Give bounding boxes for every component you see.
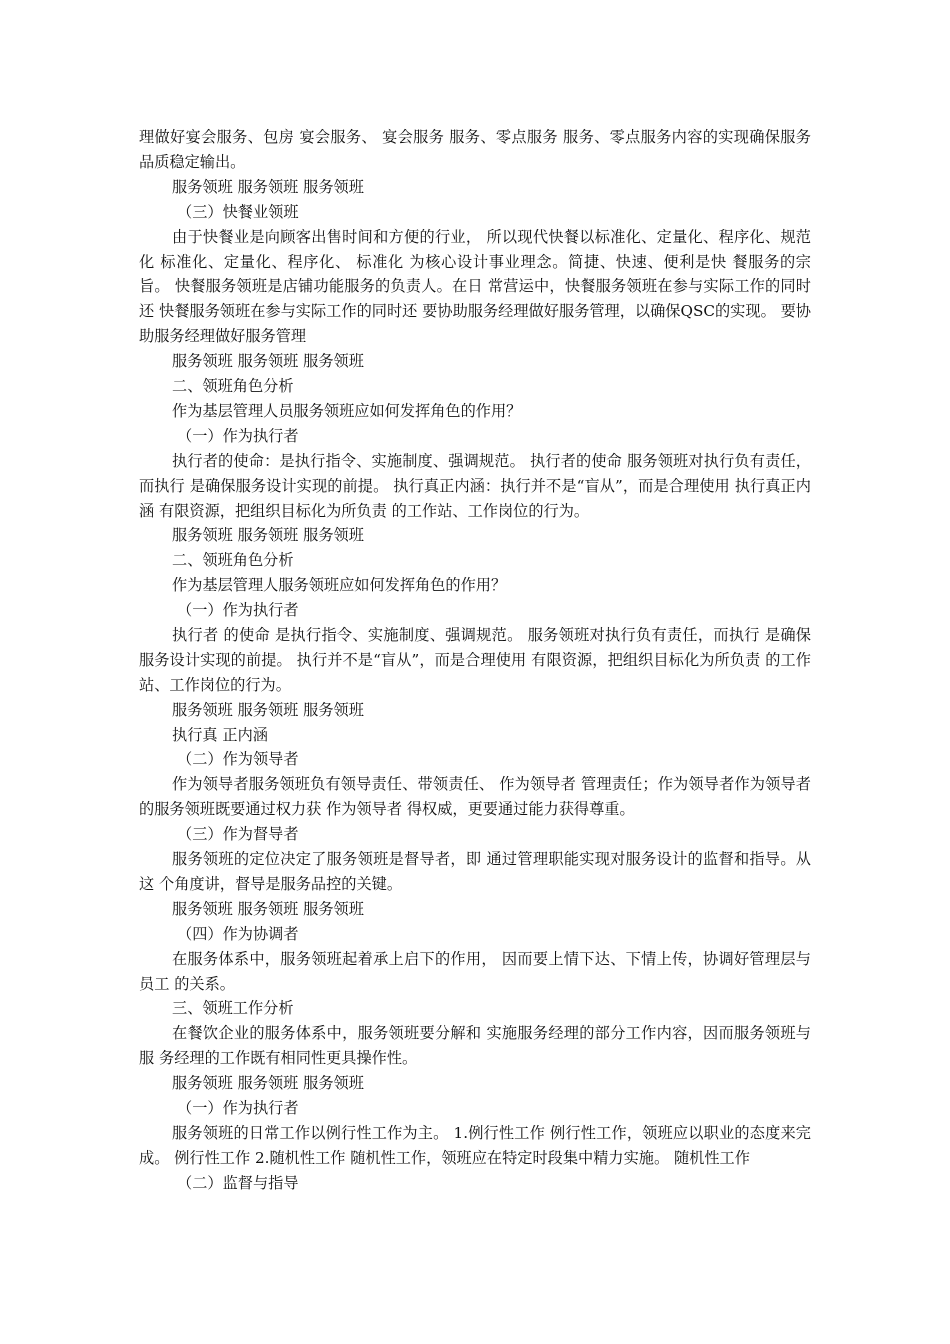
document-body xyxy=(139,125,811,1196)
repeated-label-line: 服务领班 服务领班 服务领班 xyxy=(172,700,364,719)
section-heading: （二）作为领导者 xyxy=(177,750,299,769)
section-heading: （三）快餐业领班 xyxy=(177,202,299,221)
paragraph: 作为领导者服务领班负有领导责任、带领责任、 作为领导者 管理责任；作为领导者作为领导者的服务领班既要通过权力获 作为领导者 得权威，更要通过能力获得尊重。 xyxy=(139,775,811,819)
section-heading: 三、领班工作分析 xyxy=(172,999,294,1018)
text-line: 执行真 正内涵 xyxy=(172,725,268,744)
paragraph: 在服务体系中，服务领班起着承上启下的作用， 因而要上情下达、下情上传，协调好管理层与员工 的关系。 xyxy=(139,949,811,993)
paragraph: 执行者的使命：是执行指令、实施制度、强调规范。 执行者的使命 服务领班对执行负有责任，而执行 是确保服务设计实现的前提。 执行真正内涵：执行并不是“盲从”，而是合理使用 执行真正内涵 有限资源，把组织目标化为所负责 的工作站、工作岗位的行为。 xyxy=(139,451,811,520)
section-heading: （一）作为执行者 xyxy=(177,1099,299,1118)
repeated-label-line: 服务领班 服务领班 服务领班 xyxy=(172,352,364,371)
section-heading: （一）作为执行者 xyxy=(177,426,299,445)
paragraph: 由于快餐业是向顾客出售时间和方便的行业， 所以现代快餐以标准化、定量化、程序化、规范化 标准化、定量化、程序化、 标准化 为核心设计事业理念。简捷、快速、便利是快 餐服务的宗旨。 快餐服务领班是店铺功能服务的负责人。在日 常营运中，快餐服务领班在参与实际工作的同时还 快餐服务领班在参与实际工作的同时还 要协助服务经理做好服务管理，以确保QSC的实现。 要协助服务经理做好服务管理 xyxy=(139,227,811,346)
section-heading: （三）作为督导者 xyxy=(177,825,299,844)
repeated-label-line: 服务领班 服务领班 服务领班 xyxy=(172,177,364,196)
paragraph: 在餐饮企业的服务体系中，服务领班要分解和 实施服务经理的部分工作内容，因而服务领班与服 务经理的工作既有相同性更具操作性。 xyxy=(139,1024,811,1068)
question-line: 作为基层管理人员服务领班应如何发挥角色的作用？ xyxy=(172,401,522,420)
repeated-label-line: 服务领班 服务领班 服务领班 xyxy=(172,1074,364,1093)
paragraph: 服务领班的定位决定了服务领班是督导者，即 通过管理职能实现对服务设计的监督和指导。从这 个角度讲，督导是服务品控的关键。 xyxy=(139,850,811,893)
repeated-label-line: 服务领班 服务领班 服务领班 xyxy=(172,526,364,545)
section-heading: 二、领班角色分析 xyxy=(172,377,294,396)
paragraph: 执行者 的使命 是执行指令、实施制度、强调规范。 服务领班对执行负有责任，而执行 是确保服务设计实现的前提。 执行并不是“盲从”，而是合理使用 有限资源，把组织目标化为所负责 的工作站、工作岗位的行为。 xyxy=(139,625,811,694)
paragraph: 理做好宴会服务、包房 宴会服务、 宴会服务 服务、零点服务 服务、零点服务内容的实现确保服务品质稳定输出。 xyxy=(139,128,811,171)
question-line: 作为基层管理人服务领班应如何发挥角色的作用？ xyxy=(172,576,507,595)
section-heading: 二、领班角色分析 xyxy=(172,551,294,570)
repeated-label-line: 服务领班 服务领班 服务领班 xyxy=(172,899,364,918)
paragraph: 服务领班的日常工作以例行性工作为主。 1.例行性工作 例行性工作，领班应以职业的态度来完成。 例行性工作 2.随机性工作 随机性工作，领班应在特定时段集中精力实施。 随机性工作 xyxy=(139,1123,811,1167)
section-heading: （二）监督与指导 xyxy=(177,1173,299,1192)
section-heading: （一）作为执行者 xyxy=(177,601,299,620)
section-heading: （四）作为协调者 xyxy=(177,924,299,943)
